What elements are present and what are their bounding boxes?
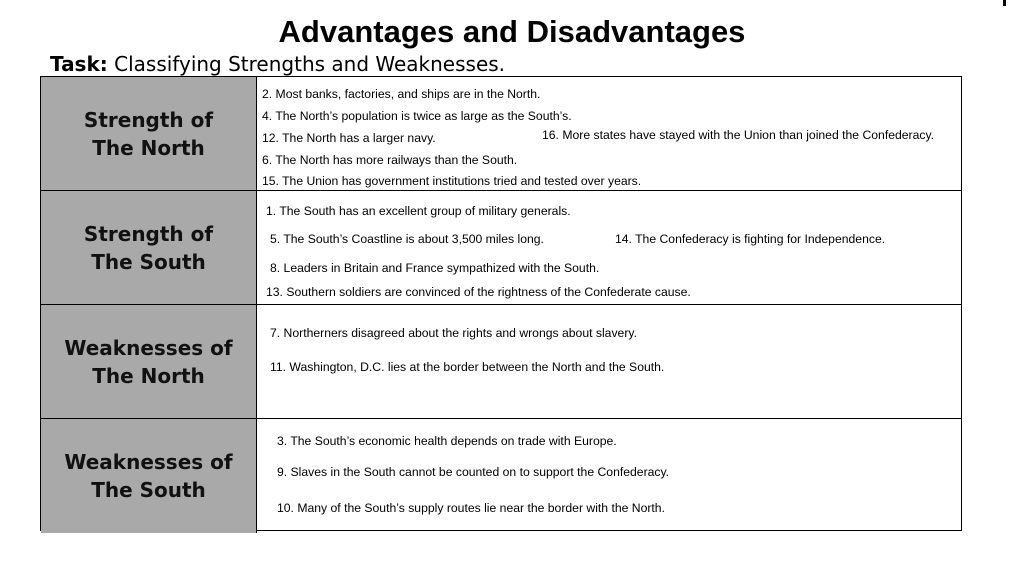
task-text: Classifying Strengths and Weaknesses. xyxy=(114,52,506,76)
task-line xyxy=(50,52,505,76)
row-weakness-north xyxy=(41,305,961,419)
page-title: Advantages and Disadvantages xyxy=(278,14,746,49)
list-item: 8. Leaders in Britain and France sympathized with the South. xyxy=(270,261,600,275)
row-header-label: Strength of The South xyxy=(83,221,214,274)
list-item: 4. The North’s population is twice as large as the South’s. xyxy=(262,109,572,123)
list-item: 7. Northerners disagreed about the rights and wrongs about slavery. xyxy=(270,326,637,340)
list-item: 14. The Confederacy is fighting for Independence. xyxy=(615,232,886,246)
list-item: 5. The South’s Coastline is about 3,500 miles long. xyxy=(270,232,544,246)
row-header-label: Strength of The North xyxy=(83,107,214,160)
list-item: 10. Many of the South’s supply routes lie near the border with the North. xyxy=(277,501,665,515)
list-item: 1. The South has an excellent group of military generals. xyxy=(266,204,571,218)
row-header-weakness-north xyxy=(41,305,257,418)
list-item: 15. The Union has government institutions tried and tested over years. xyxy=(262,174,642,188)
row-strength-north xyxy=(41,77,961,191)
row-header-weakness-south xyxy=(41,419,257,533)
row-weakness-south xyxy=(41,419,961,533)
list-item: 2. Most banks, factories, and ships are in the North. xyxy=(262,87,541,101)
list-item: 13. Southern soldiers are convinced of the rightness of the Confederate cause. xyxy=(266,285,691,299)
row-header-label: Weaknesses of The South xyxy=(64,450,233,502)
list-item: 6. The North has more railways than the South. xyxy=(262,153,518,167)
list-item: 3. The South’s economic health depends on trade with Europe. xyxy=(277,434,617,448)
row-header-label: Weaknesses of The North xyxy=(64,335,233,388)
list-item: 12. The North has a larger navy. xyxy=(262,131,436,145)
task-label: Task: xyxy=(50,52,108,76)
list-item: 9. Slaves in the South cannot be counted on to support the Confederacy. xyxy=(277,465,670,479)
list-item: 11. Washington, D.C. lies at the border between the North and the South. xyxy=(270,360,665,374)
row-strength-south xyxy=(41,191,961,305)
corner-mark xyxy=(1003,0,1006,6)
classification-table xyxy=(40,76,962,531)
row-header-strength-north xyxy=(41,77,257,190)
list-item: 16. More states have stayed with the Union than joined the Confederacy. xyxy=(542,128,935,142)
row-header-strength-south xyxy=(41,191,257,304)
